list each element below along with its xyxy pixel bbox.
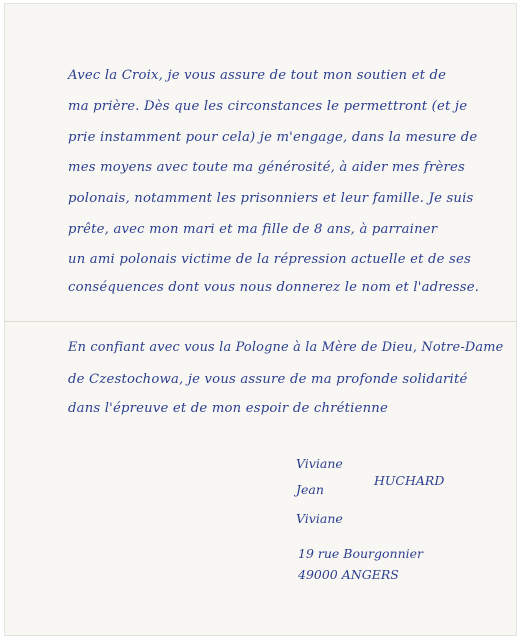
- letter-line: un ami polonais victime de la répression actuelle et de ses: [68, 252, 471, 267]
- letter-line: de Czestochowa, je vous assure de ma profonde solidarité: [68, 372, 468, 387]
- address-city: 49000 ANGERS: [298, 567, 399, 582]
- letter-line: ma prière. Dès que les circonstances le permettront (et je: [68, 99, 468, 114]
- signature-first-name: Viviane: [296, 511, 343, 526]
- letter-line: mes moyens avec toute ma générosité, à aider mes frères: [68, 160, 465, 175]
- signature-first-name: Jean: [296, 482, 324, 497]
- letter-line: dans l'épreuve et de mon espoir de chrétienne: [68, 401, 388, 416]
- letter-line: prie instamment pour cela) je m'engage, dans la mesure de: [68, 130, 478, 145]
- letter-page: [4, 3, 517, 636]
- letter-line: prête, avec mon mari et ma fille de 8 ans, à parrainer: [68, 222, 438, 237]
- paper-fold-line: [4, 321, 517, 322]
- letter-line: En confiant avec vous la Pologne à la Mère de Dieu, Notre-Dame: [68, 340, 504, 355]
- letter-line: conséquences dont vous nous donnerez le nom et l'adresse.: [68, 280, 480, 295]
- signature-surname: HUCHARD: [374, 473, 445, 488]
- signature-first-name: Viviane: [296, 456, 343, 471]
- letter-line: polonais, notamment les prisonniers et leur famille. Je suis: [68, 191, 474, 206]
- letter-line: Avec la Croix, je vous assure de tout mon soutien et de: [68, 68, 447, 83]
- address-street: 19 rue Bourgonnier: [298, 546, 424, 561]
